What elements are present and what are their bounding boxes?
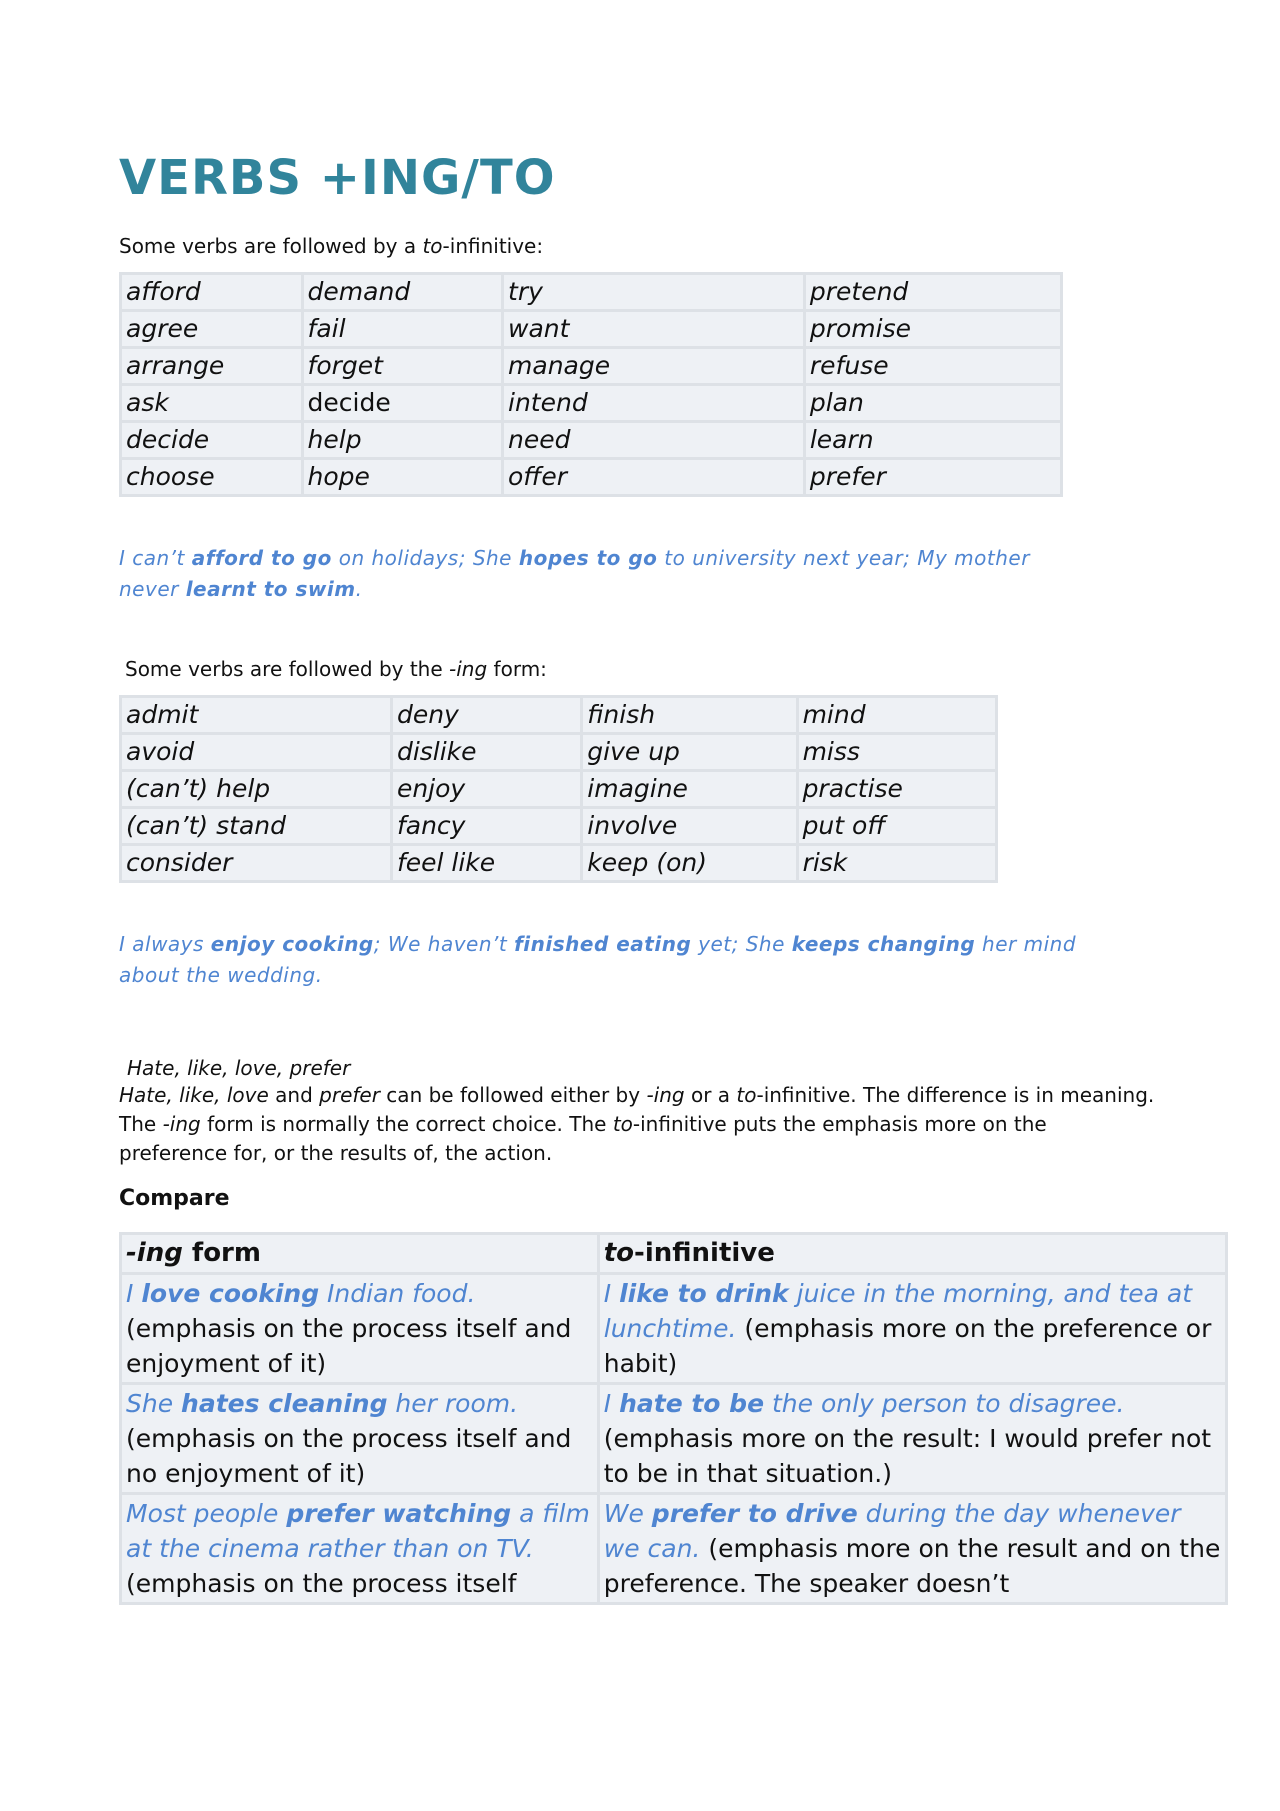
document-page <box>119 140 1229 1605</box>
ing-form-example-text: yet; She <box>691 932 792 956</box>
to-intro-text: Some verbs are followed by a <box>119 234 423 258</box>
compare-example-text: a film at the cinema rather than on TV. <box>126 1499 590 1563</box>
paragraph-text: and <box>268 1083 320 1107</box>
compare-example-text: I <box>126 1279 142 1308</box>
ing-form-verb-cell: enjoy <box>391 771 581 808</box>
ing-form-verb-cell: imagine <box>582 771 797 808</box>
compare-example-text: juice in the morning, and tea at lunchtime. <box>603 1279 1193 1343</box>
paragraph-em: -ing <box>646 1083 685 1107</box>
to-infinitive-verb-cell: choose <box>121 459 303 496</box>
to-infinitive-verb-cell: try <box>503 274 805 311</box>
ing-form-example-verb: enjoy cooking <box>210 932 374 956</box>
compare-header-row <box>121 1234 1227 1274</box>
to-infinitive-verb-cell: want <box>503 311 805 348</box>
ing-form-table <box>119 695 998 883</box>
paragraph-text: form is normally the correct choice. The <box>200 1112 613 1136</box>
ing-intro <box>125 655 1229 683</box>
compare-example-text: her room. <box>387 1389 519 1418</box>
to-infinitive-verb-cell: help <box>302 422 502 459</box>
to-infinitive-example-text: I can’t <box>119 546 192 570</box>
to-infinitive-row <box>121 311 1062 348</box>
ing-form-verb-cell: keep (on) <box>582 845 797 882</box>
paragraph-em: prefer <box>319 1083 380 1107</box>
compare-explanation: (emphasis on the process itself and enjoyment of it) <box>126 1314 572 1378</box>
to-infinitive-example <box>119 543 1079 605</box>
compare-example-verb: like to drink <box>619 1279 789 1308</box>
ing-form-verb-cell: admit <box>121 697 392 734</box>
compare-example-verb: love cooking <box>141 1279 320 1308</box>
to-infinitive-verb-cell: decide <box>302 385 502 422</box>
compare-to-cell <box>598 1384 1226 1494</box>
ing-form-row <box>121 771 997 808</box>
to-intro <box>119 232 1229 260</box>
compare-header-to-em: to <box>603 1238 635 1268</box>
hate-like-heading: Hate, like, love, prefer <box>127 1056 351 1080</box>
to-infinitive-verb-cell: afford <box>121 274 303 311</box>
to-infinitive-row <box>121 422 1062 459</box>
compare-example-text: Most people <box>126 1499 287 1528</box>
to-infinitive-example-verb: hopes to go <box>518 546 658 570</box>
paragraph-text: -infinitive puts the emphasis more on the preference for, or the results of, the action. <box>119 1112 1047 1165</box>
to-infinitive-verb-cell: demand <box>302 274 502 311</box>
ing-intro-text: Some verbs are followed by the <box>125 657 450 681</box>
ing-form-verb-cell: fancy <box>391 808 581 845</box>
compare-heading: Compare <box>119 1186 230 1211</box>
to-intro-text-end: -infinitive: <box>442 234 544 258</box>
to-infinitive-example-text: to university next year; My mother never <box>119 546 1030 601</box>
ing-form-verb-cell: consider <box>121 845 392 882</box>
ing-form-verb-cell: put off <box>797 808 996 845</box>
ing-form-row <box>121 845 997 882</box>
to-infinitive-verb-cell: forget <box>302 348 502 385</box>
ing-form-verb-cell: involve <box>582 808 797 845</box>
page-title: VERBS +ING/TO <box>119 150 556 206</box>
paragraph-em: -ing <box>162 1112 201 1136</box>
compare-row <box>121 1494 1227 1604</box>
compare-explanation: (emphasis more on the result: I would prefer not to be in that situation.) <box>603 1424 1212 1488</box>
compare-example-text: We <box>603 1499 652 1528</box>
ing-form-verb-cell: mind <box>797 697 996 734</box>
compare-ing-cell <box>121 1494 599 1604</box>
hate-like-paragraph <box>119 1081 1159 1168</box>
ing-form-verb-cell: deny <box>391 697 581 734</box>
compare-header-to-text: -infinitive <box>634 1238 775 1268</box>
ing-form-example-text: ; We haven’t <box>373 932 515 956</box>
to-infinitive-verb-cell: hope <box>302 459 502 496</box>
compare-to-cell <box>598 1494 1226 1604</box>
compare-row <box>121 1384 1227 1494</box>
compare-ing-cell <box>121 1384 599 1494</box>
compare-example-text: I <box>603 1389 620 1418</box>
compare-example-text: during the day whenever we can. <box>603 1499 1181 1563</box>
ing-intro-em: -ing <box>449 657 488 681</box>
paragraph-text: -infinitive. The difference is in meaning. The <box>119 1083 1155 1136</box>
to-infinitive-verb-cell: agree <box>121 311 303 348</box>
compare-row <box>121 1274 1227 1384</box>
ing-form-example-text: her mind about the wedding. <box>119 932 1077 987</box>
ing-form-verb-cell: (can’t) help <box>121 771 392 808</box>
compare-explanation: (emphasis on the process itself and no enjoyment of it) <box>126 1424 572 1488</box>
compare-ing-cell <box>121 1274 599 1384</box>
compare-example-verb: prefer to drive <box>651 1499 858 1528</box>
compare-example-text: She <box>126 1389 182 1418</box>
ing-form-verb-cell: finish <box>582 697 797 734</box>
paragraph-em: to <box>736 1083 757 1107</box>
to-infinitive-row <box>121 274 1062 311</box>
ing-form-row <box>121 734 997 771</box>
ing-form-example <box>119 929 1119 991</box>
compare-example-text: the only person to disagree. <box>764 1389 1125 1418</box>
to-infinitive-verb-cell: decide <box>121 422 303 459</box>
paragraph-em: Hate, like, love <box>119 1083 269 1107</box>
ing-form-verb-cell: give up <box>582 734 797 771</box>
to-infinitive-example-text: . <box>355 577 363 601</box>
ing-form-row <box>121 697 997 734</box>
compare-example-verb: hate to be <box>619 1389 765 1418</box>
to-infinitive-verb-cell: arrange <box>121 348 303 385</box>
ing-form-verb-cell: miss <box>797 734 996 771</box>
ing-form-verb-cell: practise <box>797 771 996 808</box>
to-infinitive-verb-cell: intend <box>503 385 805 422</box>
ing-form-verb-cell: avoid <box>121 734 392 771</box>
compare-explanation: (emphasis on the process itself <box>126 1569 517 1598</box>
ing-form-example-verb: keeps changing <box>791 932 976 956</box>
compare-example-text: Indian food. <box>319 1279 476 1308</box>
paragraph-text: can be followed either by <box>379 1083 647 1107</box>
to-infinitive-verb-cell: refuse <box>804 348 1061 385</box>
ing-form-verb-cell: dislike <box>391 734 581 771</box>
compare-explanation: (emphasis more on the preference or habit) <box>603 1314 1212 1378</box>
compare-example-verb: hates cleaning <box>181 1389 388 1418</box>
to-infinitive-verb-cell: manage <box>503 348 805 385</box>
to-infinitive-example-verb: learnt to swim <box>185 577 356 601</box>
to-infinitive-table <box>119 272 1063 497</box>
to-infinitive-example-text: on holidays; She <box>331 546 519 570</box>
compare-explanation: (emphasis more on the result and on the preference. The speaker doesn’t <box>603 1534 1221 1598</box>
compare-example-text: I <box>603 1279 620 1308</box>
ing-form-example-verb: finished eating <box>514 932 692 956</box>
paragraph-em: to <box>612 1112 633 1136</box>
to-infinitive-verb-cell: need <box>503 422 805 459</box>
to-infinitive-verb-cell: fail <box>302 311 502 348</box>
to-intro-em: to <box>422 234 443 258</box>
to-infinitive-example-verb: afford to go <box>191 546 332 570</box>
to-infinitive-verb-cell: promise <box>804 311 1061 348</box>
to-infinitive-verb-cell: ask <box>121 385 303 422</box>
to-infinitive-verb-cell: offer <box>503 459 805 496</box>
ing-form-verb-cell: feel like <box>391 845 581 882</box>
compare-header-to <box>598 1234 1226 1274</box>
to-infinitive-verb-cell: learn <box>804 422 1061 459</box>
compare-header-ing <box>121 1234 599 1274</box>
to-infinitive-row <box>121 385 1062 422</box>
ing-form-example-text: I always <box>119 932 211 956</box>
to-infinitive-verb-cell: pretend <box>804 274 1061 311</box>
compare-example-verb: prefer watching <box>286 1499 512 1528</box>
compare-header-ing-em: -ing <box>126 1238 183 1268</box>
compare-to-cell <box>598 1274 1226 1384</box>
ing-form-verb-cell: risk <box>797 845 996 882</box>
ing-form-row <box>121 808 997 845</box>
paragraph-text: or a <box>684 1083 737 1107</box>
to-infinitive-row <box>121 348 1062 385</box>
to-infinitive-row <box>121 459 1062 496</box>
compare-table <box>119 1232 1228 1605</box>
compare-header-ing-text: form <box>182 1238 261 1268</box>
ing-form-verb-cell: (can’t) stand <box>121 808 392 845</box>
to-infinitive-verb-cell: prefer <box>804 459 1061 496</box>
ing-intro-text-end: form: <box>487 657 547 681</box>
to-infinitive-verb-cell: plan <box>804 385 1061 422</box>
